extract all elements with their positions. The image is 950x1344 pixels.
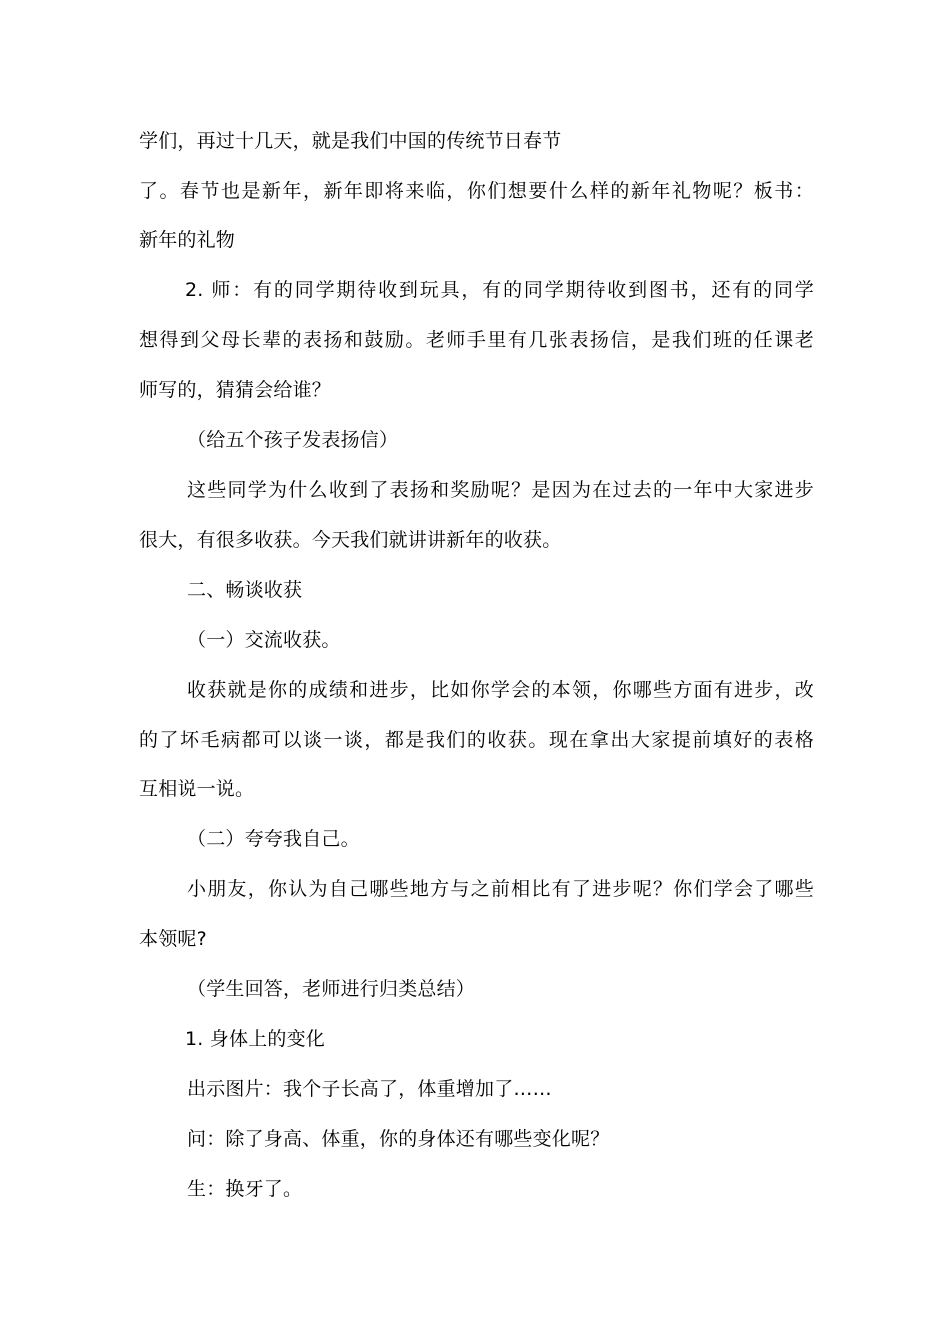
- text-line: 师写的，猜猜会给谁？: [139, 379, 332, 401]
- stage-direction: （给五个孩子发表扬信）: [187, 429, 399, 451]
- text-line: 的了坏毛病都可以谈一谈，都是我们的收获。现在拿出大家提前填好的表格: [139, 729, 814, 751]
- subsection-heading: （二）夸夸我自己。: [187, 828, 360, 850]
- text-line: 生：换牙了。: [187, 1178, 303, 1200]
- text-line: 想得到父母长辈的表扬和鼓励。老师手里有几张表扬信，是我们班的任课老: [139, 329, 814, 351]
- text-line: 收获就是你的成绩和进步，比如你学会的本领，你哪些方面有进步，改: [187, 679, 814, 701]
- text-line: 本领呢?: [139, 928, 207, 950]
- numbered-item-1: 1. 身体上的变化: [185, 1028, 325, 1050]
- numbered-paragraph-2: 2. 师：有的同学期待收到玩具，有的同学期待收到图书，还有的同学: [185, 279, 814, 301]
- section-heading: 二、畅谈收获: [187, 579, 303, 601]
- text-line: 很大，有很多收获。今天我们就讲讲新年的收获。: [139, 529, 562, 551]
- text-line: 互相说一说。: [139, 778, 255, 800]
- text-line: 问：除了身高、体重，你的身体还有哪些变化呢？: [187, 1128, 610, 1150]
- text-line: 了。春节也是新年，新年即将来临，你们想要什么样的新年礼物呢？板书：: [139, 180, 814, 202]
- text-line: 新年的礼物: [139, 229, 236, 251]
- stage-direction: （学生回答，老师进行归类总结）: [187, 978, 476, 1000]
- text-line: 学们，再过十几天，就是我们中国的传统节日春节: [139, 130, 562, 152]
- text-line: 小朋友，你认为自己哪些地方与之前相比有了进步呢？你们学会了哪些: [187, 878, 814, 900]
- text-line: 这些同学为什么收到了表扬和奖励呢？是因为在过去的一年中大家进步: [187, 479, 814, 501]
- subsection-heading: （一）交流收获。: [187, 629, 341, 651]
- text-line: 出示图片：我个子长高了，体重增加了……: [187, 1078, 552, 1100]
